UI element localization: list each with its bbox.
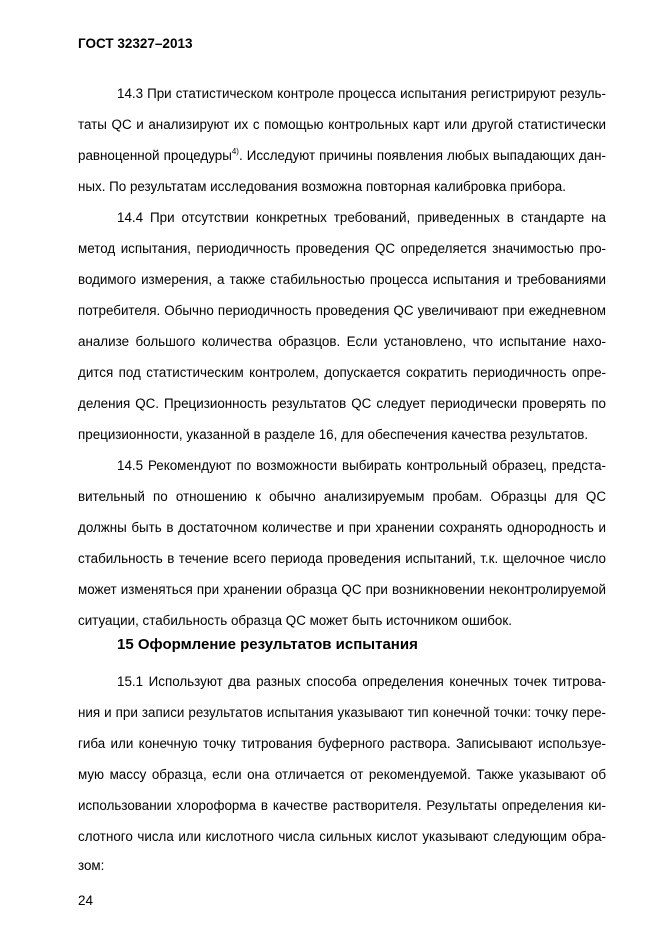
paragraph-line: должны быть в достаточном количестве и при хранении сохранять однородность и: [78, 520, 606, 535]
paragraph-line: слотного числа или кислотного числа сильных кислот указывают следующим обра-: [78, 829, 606, 844]
paragraph-line: водимого измерения, а также стабильностью процесса испытания и требованиями: [78, 272, 606, 287]
paragraph-line: ситуации, стабильность образца QC может быть источником ошибок.: [78, 613, 512, 628]
paragraph-line: равноценной процедуры$^{4)}$. Исследуют причины появления любых выпадающих дан-: [78, 147, 606, 163]
paragraph-line: потребителя. Обычно периодичность проведения QC увеличивают при ежедневном: [78, 303, 606, 318]
paragraph-line: дится под статистическим контролем, допускается сократить периодичность опре-: [78, 365, 606, 380]
section-heading: 15 Оформление результатов испытания: [117, 636, 418, 653]
paragraph-line: прецизионности, указанной в разделе 16, для обеспечения качества результатов.: [78, 427, 589, 442]
paragraph-line: деления QC. Прецизионность результатов QC следует периодически проверять по: [78, 396, 606, 411]
paragraph-line: может изменяться при хранении образца QC при возникновении неконтролируемой: [78, 582, 606, 597]
paragraph-line: стабильность в течение всего периода проведения испытаний, т.к. щелочное число: [78, 551, 606, 566]
footnote-reference[interactable]: 4): [231, 147, 239, 156]
paragraph-line: вительный по отношению к обычно анализируемым пробам. Образцы для QC: [78, 489, 606, 504]
paragraph-line: ных. По результатам исследования возможна повторная калибровка прибора.: [78, 179, 566, 194]
document-header: ГОСТ 32327–2013: [78, 36, 193, 51]
paragraph-line: 14.3 При статистическом контроле процесса испытания регистрируют резуль-: [117, 86, 606, 101]
paragraph-line: 15.1 Используют два разных способа определения конечных точек титрова-: [117, 674, 606, 689]
paragraph-line: метод испытания, периодичность проведения QC определяется значимостью про-: [78, 241, 606, 256]
paragraph-line: гиба или конечную точку титрования буферного раствора. Записывают используе-: [78, 736, 606, 751]
paragraph-line: мую массу образца, если она отличается от рекомендуемой. Также указывают об: [78, 767, 606, 782]
paragraph-line: зом:: [78, 858, 105, 873]
paragraph-line: анализе большого количества образцов. Если установлено, что испытание нахо-: [78, 334, 606, 349]
paragraph-line: таты QC и анализируют их с помощью контрольных карт или другой статистически: [78, 117, 606, 132]
paragraph-line: ния и при записи результатов испытания указывают тип конечной точки: точку пере-: [78, 705, 606, 720]
paragraph-line: 14.4 При отсутствии конкретных требований, приведенных в стандарте на: [117, 210, 606, 225]
paragraph-line: использовании хлороформа в качестве растворителя. Результаты определения ки-: [78, 798, 606, 813]
paragraph-line: 14.5 Рекомендуют по возможности выбирать контрольный образец, предста-: [117, 458, 606, 473]
page-number: 24: [78, 893, 94, 908]
